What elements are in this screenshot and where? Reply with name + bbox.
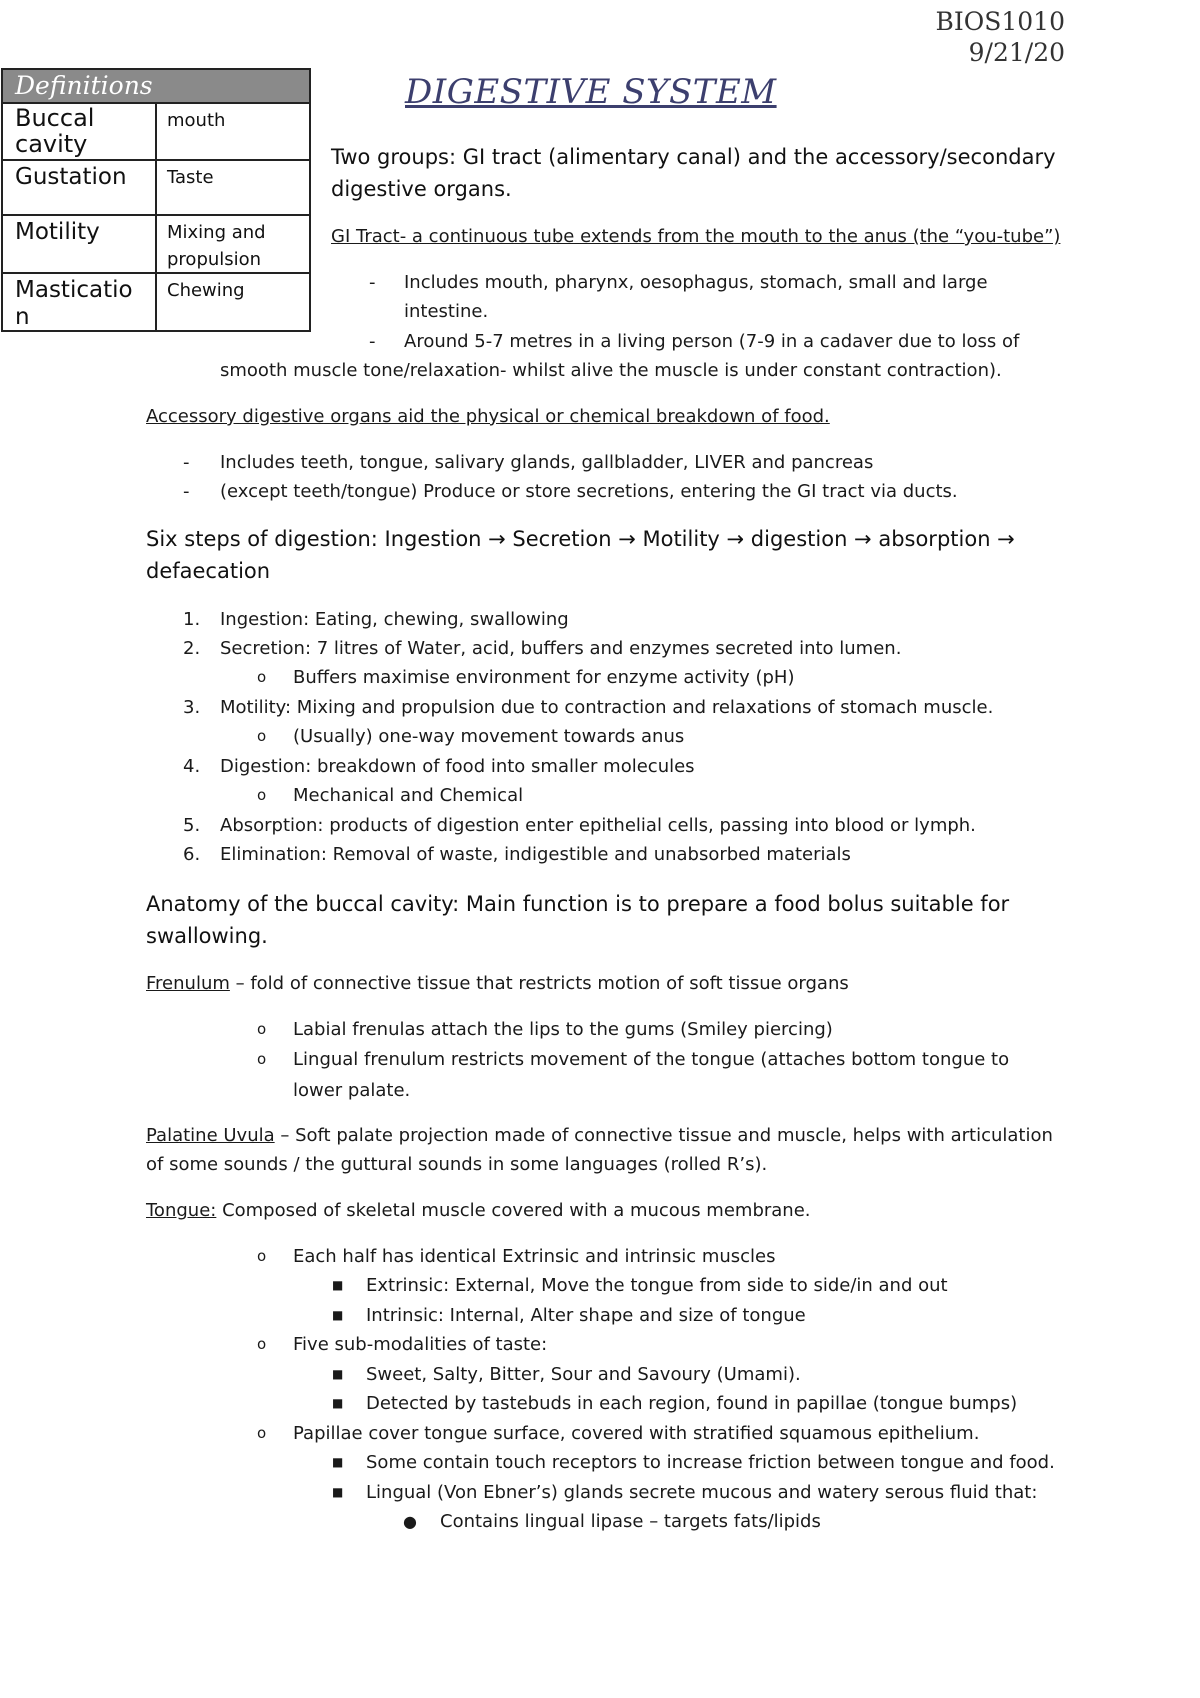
circle-bullet: o <box>257 1247 267 1265</box>
circle-bullet: o <box>257 1335 267 1353</box>
six-steps-heading: defaecation <box>146 559 271 583</box>
list-subitem: Five sub-modalities of taste: <box>293 1334 548 1355</box>
list-number: 5. <box>183 815 201 836</box>
square-bullet: ■ <box>332 1455 344 1469</box>
list-subitem: Sweet, Salty, Bitter, Sour and Savoury (Umami). <box>366 1364 801 1385</box>
list-item: intestine. <box>404 301 489 322</box>
uvula-term: Palatine Uvula <box>146 1125 275 1146</box>
list-item: Around 5-7 metres in a living person (7-9 in a cadaver due to loss of <box>404 331 1020 352</box>
tongue-definition <box>146 1196 811 1225</box>
anatomy-heading: swallowing. <box>146 924 268 948</box>
list-item: Elimination: Removal of waste, indigestible and unabsorbed materials <box>220 844 851 865</box>
list-number: 3. <box>183 697 201 718</box>
list-subitem: Lingual (Von Ebner’s) glands secrete mucous and watery serous fluid that: <box>366 1482 1038 1503</box>
list-item: (except teeth/tongue) Produce or store secretions, entering the GI tract via ducts. <box>220 481 958 502</box>
circle-bullet: o <box>257 1020 267 1038</box>
list-item: smooth muscle tone/relaxation- whilst alive the muscle is under constant contraction). <box>220 360 1002 381</box>
definitions-heading: Definitions <box>3 70 309 104</box>
list-item: Absorption: products of digestion enter epithelial cells, passing into blood or lymph. <box>220 815 976 836</box>
dash-bullet: - <box>183 452 190 473</box>
list-subitem: Detected by tastebuds in each region, found in papillae (tongue bumps) <box>366 1393 1018 1414</box>
gi-tract-heading: GI Tract- a continuous tube extends from the mouth to the anus (the “you-tube”) <box>331 226 1061 247</box>
definition-meaning: Chewing <box>167 280 245 301</box>
square-bullet: ■ <box>332 1308 344 1322</box>
definition-meaning: Mixing and propulsion <box>167 222 266 270</box>
list-subitem: Mechanical and Chemical <box>293 785 524 806</box>
list-number: 6. <box>183 844 201 865</box>
definition-term: Gustation <box>3 161 157 214</box>
definition-term: Motility <box>3 216 157 272</box>
circle-bullet: o <box>257 1424 267 1442</box>
dash-bullet: - <box>369 331 376 352</box>
square-bullet: ■ <box>332 1485 344 1499</box>
list-subitem: Intrinsic: Internal, Alter shape and size of tongue <box>366 1305 806 1326</box>
intro-line: Two groups: GI tract (alimentary canal) and the accessory/secondary <box>331 145 1056 169</box>
uvula-definition <box>146 1121 1053 1150</box>
list-item: Includes mouth, pharynx, oesophagus, stomach, small and large <box>404 272 988 293</box>
list-subitem: Extrinsic: External, Move the tongue from side to side/in and out <box>366 1275 948 1296</box>
circle-bullet: o <box>257 1050 267 1068</box>
definition-row <box>3 104 309 161</box>
definition-row <box>3 216 309 274</box>
list-subitem: Buffers maximise environment for enzyme activity (pH) <box>293 667 795 688</box>
list-item: Motility: Mixing and propulsion due to contraction and relaxations of stomach muscle. <box>220 697 994 718</box>
list-subitem: Papillae cover tongue surface, covered with stratified squamous epithelium. <box>293 1423 980 1444</box>
list-item: Includes teeth, tongue, salivary glands, gallbladder, LIVER and pancreas <box>220 452 874 473</box>
list-subitem: Lingual frenulum restricts movement of the tongue (attaches bottom tongue to <box>293 1049 1010 1070</box>
list-item: Digestion: breakdown of food into smaller molecules <box>220 756 695 777</box>
page-title: DIGESTIVE SYSTEM <box>405 72 777 112</box>
definition-term: Mastication <box>3 274 157 330</box>
tongue-term: Tongue: <box>146 1200 217 1221</box>
circle-bullet: o <box>257 786 267 804</box>
intro-line: digestive organs. <box>331 177 512 201</box>
course-code: BIOS1010 <box>935 7 1065 36</box>
list-subitem: Each half has identical Extrinsic and intrinsic muscles <box>293 1246 776 1267</box>
list-item: Ingestion: Eating, chewing, swallowing <box>220 609 569 630</box>
frenulum-text: – fold of connective tissue that restricts motion of soft tissue organs <box>229 973 849 994</box>
list-subitem: Labial frenulas attach the lips to the gums (Smiley piercing) <box>293 1019 833 1040</box>
six-steps-heading: Six steps of digestion: Ingestion → Secretion → Motility → digestion → absorption → <box>146 527 1015 551</box>
dash-bullet: - <box>183 481 190 502</box>
uvula-text: – Soft palate projection made of connective tissue and muscle, helps with articulation <box>274 1125 1053 1146</box>
definition-term: Buccal cavity <box>3 104 157 159</box>
circle-bullet: o <box>257 668 267 686</box>
course-header <box>936 6 1066 68</box>
circle-bullet: o <box>257 727 267 745</box>
definition-meaning: mouth <box>167 110 226 131</box>
anatomy-heading: Anatomy of the buccal cavity: Main function is to prepare a food bolus suitable for <box>146 892 1010 916</box>
list-number: 2. <box>183 638 201 659</box>
frenulum-term: Frenulum <box>146 973 230 994</box>
frenulum-definition <box>146 969 849 998</box>
accessory-heading: Accessory digestive organs aid the physical or chemical breakdown of food. <box>146 406 830 427</box>
tongue-text: Composed of skeletal muscle covered with a mucous membrane. <box>216 1200 811 1221</box>
square-bullet: ■ <box>332 1278 344 1292</box>
definition-row <box>3 274 309 330</box>
list-number: 4. <box>183 756 201 777</box>
round-bullet: ● <box>403 1512 417 1531</box>
list-subitem: lower palate. <box>293 1080 411 1101</box>
square-bullet: ■ <box>332 1396 344 1410</box>
list-item: Secretion: 7 litres of Water, acid, buffers and enzymes secreted into lumen. <box>220 638 902 659</box>
definition-meaning: Taste <box>167 167 214 188</box>
definition-row <box>3 161 309 216</box>
uvula-definition-cont: of some sounds / the guttural sounds in some languages (rolled R’s). <box>146 1154 768 1175</box>
definitions-table <box>1 68 311 332</box>
square-bullet: ■ <box>332 1367 344 1381</box>
list-number: 1. <box>183 609 201 630</box>
list-subitem: Some contain touch receptors to increase friction between tongue and food. <box>366 1452 1055 1473</box>
list-subitem: Contains lingual lipase – targets fats/lipids <box>440 1511 821 1532</box>
dash-bullet: - <box>369 272 376 293</box>
list-subitem: (Usually) one-way movement towards anus <box>293 726 685 747</box>
date: 9/21/20 <box>968 38 1065 67</box>
